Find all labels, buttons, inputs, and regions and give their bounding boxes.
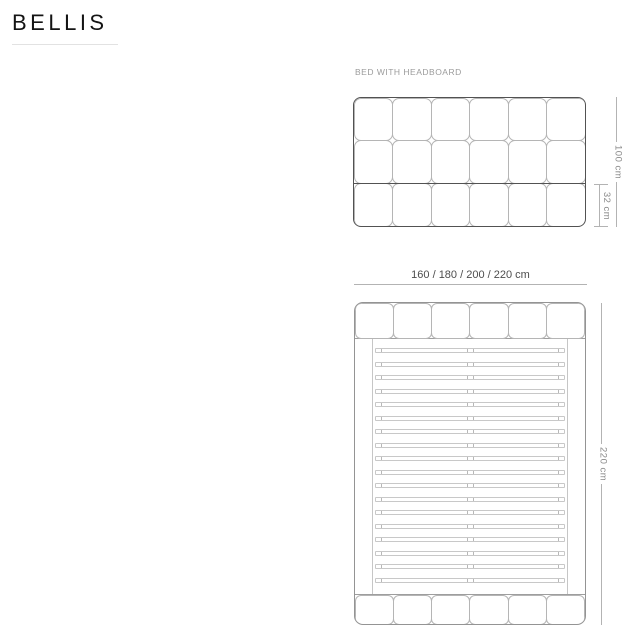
dimension-label-width-options: 160 / 180 / 200 / 220 cm — [411, 269, 530, 281]
bed-footboard-cell — [546, 595, 585, 625]
logo-underline — [12, 44, 118, 45]
slat-center-clamp — [467, 363, 474, 366]
headboard-diagram — [353, 97, 586, 227]
headboard-cell — [431, 183, 471, 227]
bed-slat — [375, 483, 565, 488]
headboard-cell — [469, 98, 509, 142]
bed-footboard-cell — [469, 595, 508, 625]
headboard-cell — [392, 183, 432, 227]
headboard-mattress-line — [353, 183, 586, 185]
slat-center-clamp — [467, 552, 474, 555]
slat-center-clamp — [467, 390, 474, 393]
bed-headboard-cell — [355, 303, 394, 339]
headboard-cell — [546, 98, 586, 142]
bed-slat — [375, 564, 565, 569]
bed-headboard-cell — [546, 303, 585, 339]
dimension-label-220cm: 220 cm — [597, 446, 609, 482]
slat-center-clamp — [467, 417, 474, 420]
bed-slat — [375, 443, 565, 448]
bed-slat — [375, 389, 565, 394]
headboard-cell — [392, 140, 432, 184]
bed-headboard-strip — [355, 303, 585, 339]
bed-frame-diagram — [354, 302, 586, 625]
headboard-cell — [546, 140, 586, 184]
slat-center-clamp — [467, 349, 474, 352]
dimension-tick — [594, 184, 608, 185]
bed-slat — [375, 537, 565, 542]
headboard-cell — [354, 183, 394, 227]
slat-center-clamp — [467, 430, 474, 433]
bed-headboard-cell — [393, 303, 432, 339]
bed-headboard-cell — [431, 303, 470, 339]
slat-center-clamp — [467, 565, 474, 568]
headboard-cell — [354, 98, 394, 142]
dimension-bed-length — [595, 303, 608, 625]
bed-slat-deck — [355, 339, 585, 594]
slat-center-clamp — [467, 525, 474, 528]
bed-headboard-cell — [508, 303, 547, 339]
headboard-cell — [546, 183, 586, 227]
slat-center-clamp — [467, 457, 474, 460]
headboard-cell — [469, 183, 509, 227]
bed-headboard-cell — [469, 303, 508, 339]
slat-center-clamp — [467, 444, 474, 447]
dimension-line-segment — [599, 184, 600, 227]
bed-footboard-cell — [393, 595, 432, 625]
slat-center-clamp — [467, 498, 474, 501]
slat-center-clamp — [467, 471, 474, 474]
bed-slat — [375, 348, 565, 353]
bed-slat — [375, 524, 565, 529]
headboard-cell — [508, 140, 548, 184]
bed-slat — [375, 510, 565, 515]
bed-slat — [375, 497, 565, 502]
slat-center-clamp — [467, 484, 474, 487]
slat-center-clamp — [467, 579, 474, 582]
headboard-cell — [469, 140, 509, 184]
bed-footboard-cell — [431, 595, 470, 625]
headboard-cell — [392, 98, 432, 142]
dimension-line-segment — [601, 484, 602, 625]
bed-slat — [375, 429, 565, 434]
slat-center-clamp — [467, 403, 474, 406]
bed-footboard-cell — [355, 595, 394, 625]
dimension-line-segment — [354, 284, 587, 285]
brand-logo: BELLIS — [12, 10, 108, 35]
dimension-line-segment — [601, 303, 602, 444]
bed-footboard-strip — [355, 594, 585, 624]
slat-list — [375, 348, 565, 583]
bed-slat — [375, 416, 565, 421]
bed-left-rail-line — [372, 339, 373, 594]
bed-slat — [375, 578, 565, 583]
headboard-cell — [508, 183, 548, 227]
bed-right-rail-line — [567, 339, 568, 594]
headboard-cell — [431, 140, 471, 184]
dimension-label-100cm: 100 cm — [612, 144, 624, 180]
bed-slat — [375, 470, 565, 475]
slat-center-clamp — [467, 511, 474, 514]
headboard-cell — [508, 98, 548, 142]
headboard-cell — [431, 98, 471, 142]
bed-slat — [375, 551, 565, 556]
slat-center-clamp — [467, 376, 474, 379]
bed-footboard-cell — [508, 595, 547, 625]
bed-slat — [375, 456, 565, 461]
headboard-cell — [354, 140, 394, 184]
dimension-bed-width — [354, 269, 587, 285]
dimension-line-segment — [616, 97, 617, 142]
dimension-label-32cm: 32 cm — [601, 191, 612, 220]
bed-slat — [375, 375, 565, 380]
bed-slat — [375, 402, 565, 407]
dimension-headboard-lower-height — [594, 184, 616, 227]
slat-center-clamp — [467, 538, 474, 541]
diagram-title: BED WITH HEADBOARD — [355, 67, 462, 77]
bed-slat — [375, 362, 565, 367]
dimension-tick — [594, 226, 608, 227]
dimension-line-segment — [616, 182, 617, 227]
